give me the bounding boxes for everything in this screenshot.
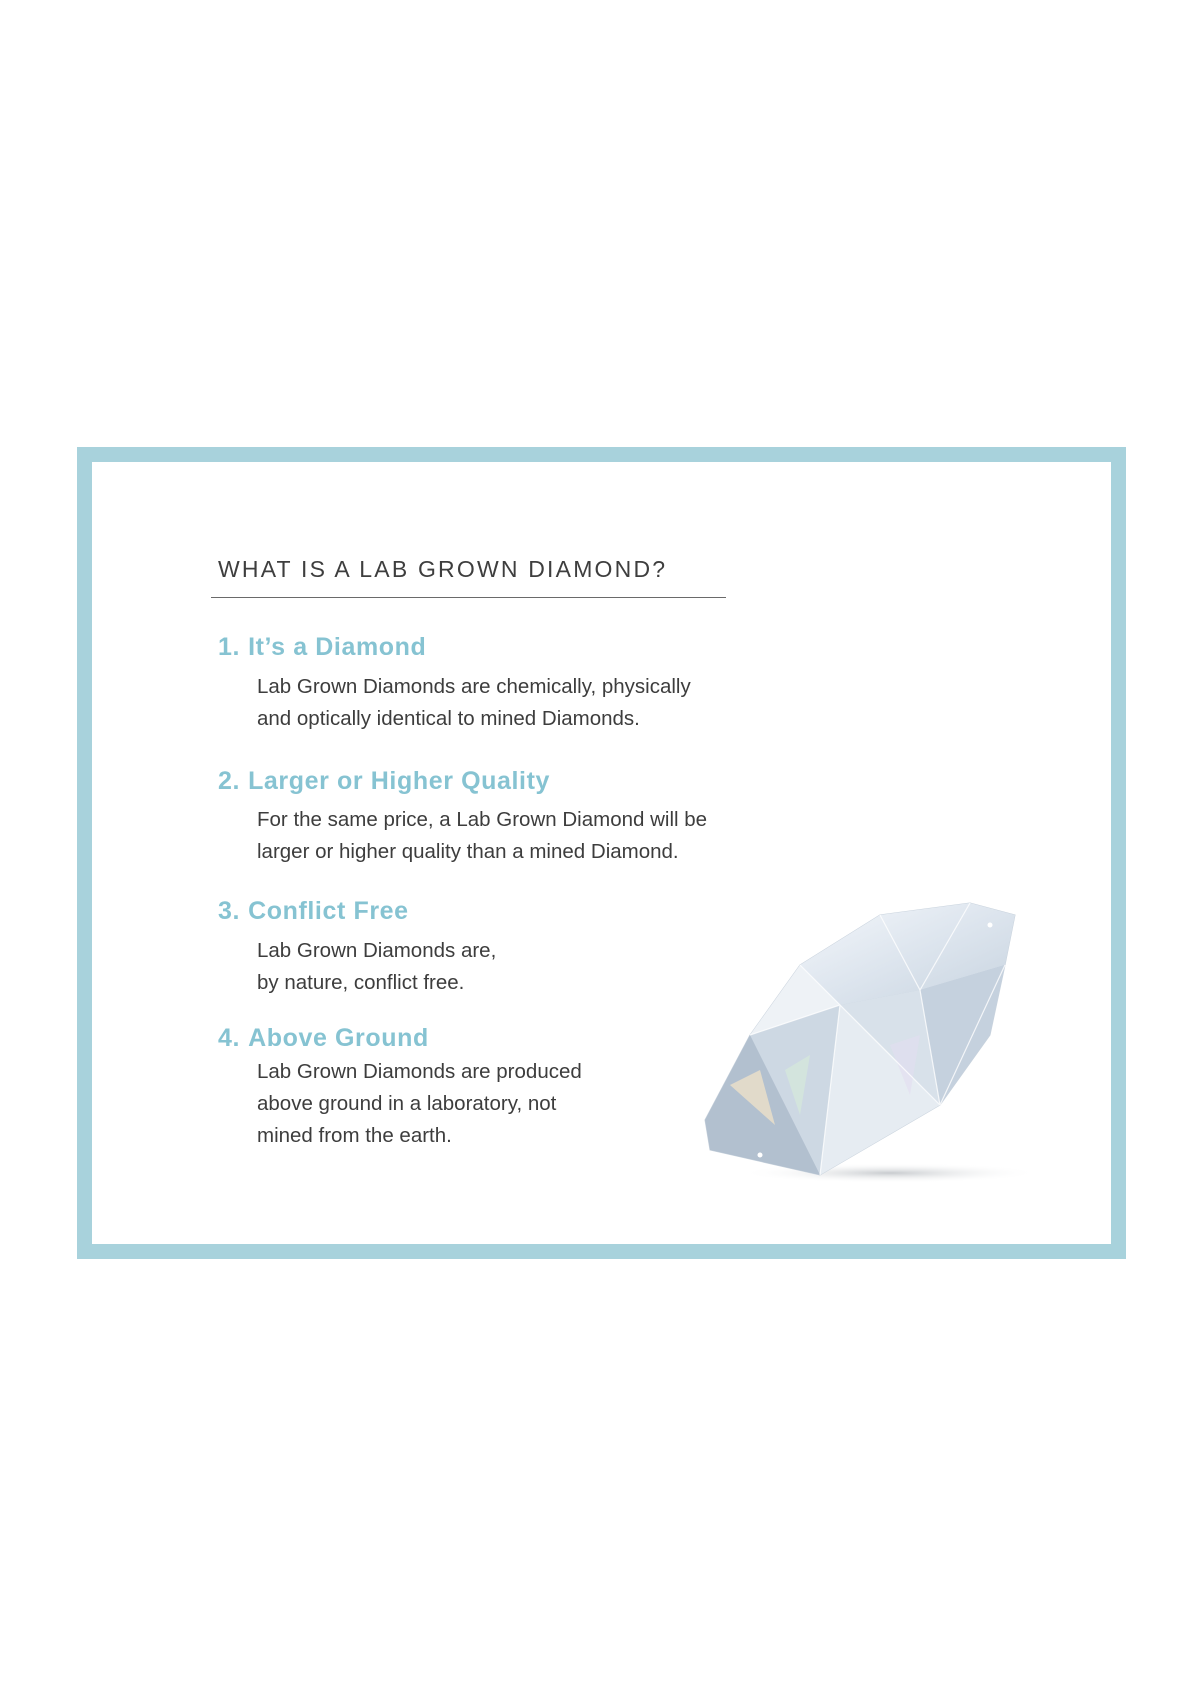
point-title: Larger or Higher Quality <box>248 767 551 795</box>
point-line: above ground in a laboratory, not <box>257 1092 557 1115</box>
point-line: Lab Grown Diamonds are chemically, physically <box>257 675 691 698</box>
page-title: WHAT IS A LAB GROWN DIAMOND? <box>218 556 668 582</box>
point-title: Above Ground <box>248 1024 429 1052</box>
point-line: Lab Grown Diamonds are, <box>257 939 497 962</box>
point-body-1 <box>257 671 691 735</box>
point-heading-1 <box>218 633 426 662</box>
point-line: mined from the earth. <box>257 1124 452 1147</box>
point-line: by nature, conflict free. <box>257 971 465 994</box>
point-number: 3. <box>218 897 241 925</box>
point-line: larger or higher quality than a mined Diamond. <box>257 840 679 863</box>
point-body-3 <box>257 935 496 999</box>
title-underline <box>211 597 726 598</box>
point-body-2 <box>257 804 707 868</box>
point-number: 1. <box>218 633 241 661</box>
point-heading-4 <box>218 1024 429 1053</box>
point-line: Lab Grown Diamonds are produced <box>257 1060 582 1083</box>
point-number: 4. <box>218 1024 241 1052</box>
point-line: and optically identical to mined Diamonds. <box>257 707 640 730</box>
point-title: It’s a Diamond <box>248 633 427 661</box>
diamond-icon <box>690 895 1050 1185</box>
point-number: 2. <box>218 767 241 795</box>
point-line: For the same price, a Lab Grown Diamond will be <box>257 808 708 831</box>
point-title: Conflict Free <box>248 897 409 925</box>
point-body-4 <box>257 1056 582 1152</box>
point-heading-2 <box>218 767 550 796</box>
point-heading-3 <box>218 897 409 926</box>
